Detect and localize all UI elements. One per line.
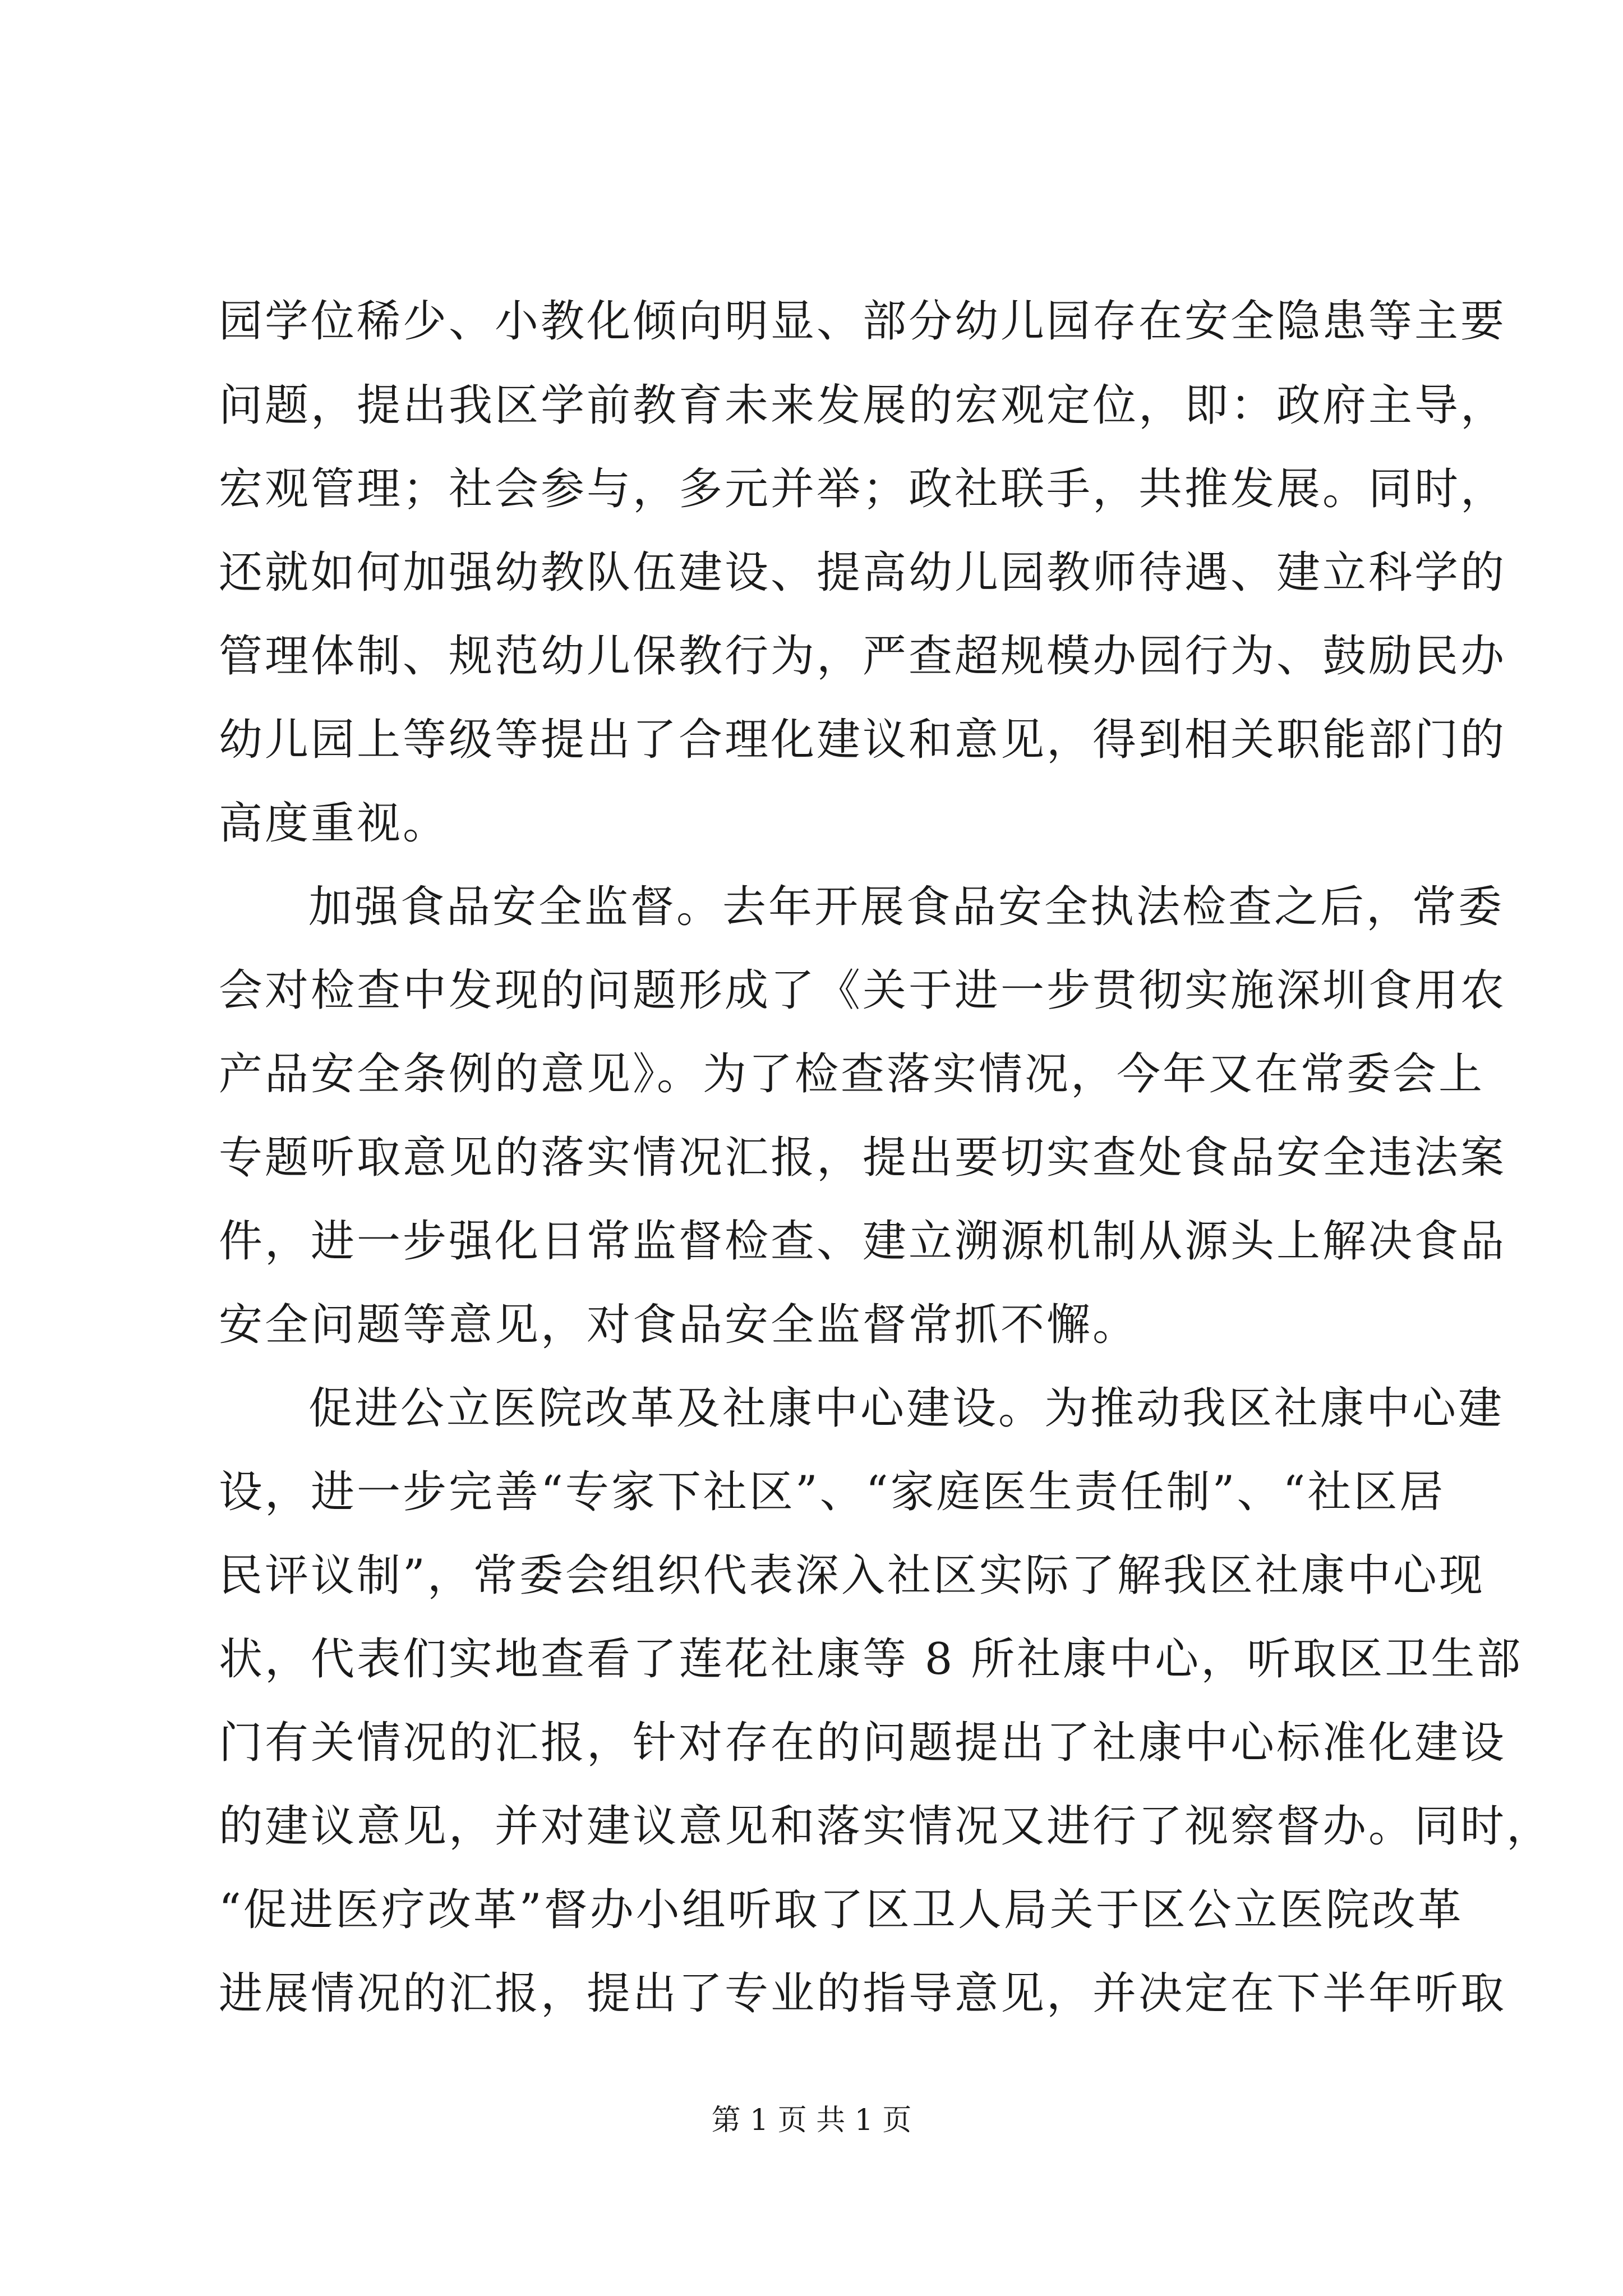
text-line: 管理体制、规范幼儿保教行为，严查超规模办园行为、鼓励民办 <box>219 631 1507 682</box>
text-line: 进展情况的汇报，提出了专业的指导意见，并决定在下半年听取 <box>219 1968 1507 2019</box>
paragraph-first-line: 加强食品安全监督。去年开展食品安全执法检查之后，常委 <box>308 882 1505 932</box>
text-line: 宏观管理；社会参与，多元并举；政社联手，共推发展。同时， <box>219 464 1507 514</box>
text-line: “促进医疗改革”督办小组听取了区卫人局关于区公立医院改革 <box>219 1885 1464 1935</box>
text-line: 幼儿园上等级等提出了合理化建议和意见，得到相关职能部门的 <box>219 715 1507 765</box>
text-line: 问题，提出我区学前教育未来发展的宏观定位，即：政府主导， <box>219 380 1507 431</box>
text-line: 产品安全条例的意见》。为了检查落实情况，今年又在常委会上 <box>219 1049 1485 1099</box>
page-number-footer: 第 1 页 共 1 页 <box>711 2104 912 2137</box>
text-line: 民评议制”，常委会组织代表深入社区实际了解我区社康中心现 <box>219 1550 1485 1601</box>
text-line: 还就如何加强幼教队伍建设、提高幼儿园教师待遇、建立科学的 <box>219 547 1507 598</box>
text-line: 高度重视。 <box>219 798 449 849</box>
text-line: 专题听取意见的落实情况汇报，提出要切实查处食品安全违法案 <box>219 1133 1507 1183</box>
text-line: 件，进一步强化日常监督检查、建立溯源机制从源头上解决食品 <box>219 1216 1507 1267</box>
paragraph-first-line: 促进公立医院改革及社康中心建设。为推动我区社康中心建 <box>308 1383 1505 1434</box>
text-line: 状，代表们实地查看了莲花社康等 8 所社康中心，听取区卫生部 <box>219 1634 1523 1685</box>
text-line: 安全问题等意见，对食品安全监督常抓不懈。 <box>219 1300 1139 1350</box>
text-line: 的建议意见，并对建议意见和落实情况又进行了视察督办。同时， <box>219 1801 1553 1852</box>
text-line: 园学位稀少、小教化倾向明显、部分幼儿园存在安全隐患等主要 <box>219 296 1507 347</box>
text-line: 设，进一步完善“专家下社区”、“家庭医生责任制”、“社区居 <box>219 1467 1446 1517</box>
text-line: 会对检查中发现的问题形成了《关于进一步贯彻实施深圳食用农 <box>219 965 1507 1016</box>
text-line: 门有关情况的汇报，针对存在的问题提出了社康中心标准化建设 <box>219 1718 1507 1768</box>
